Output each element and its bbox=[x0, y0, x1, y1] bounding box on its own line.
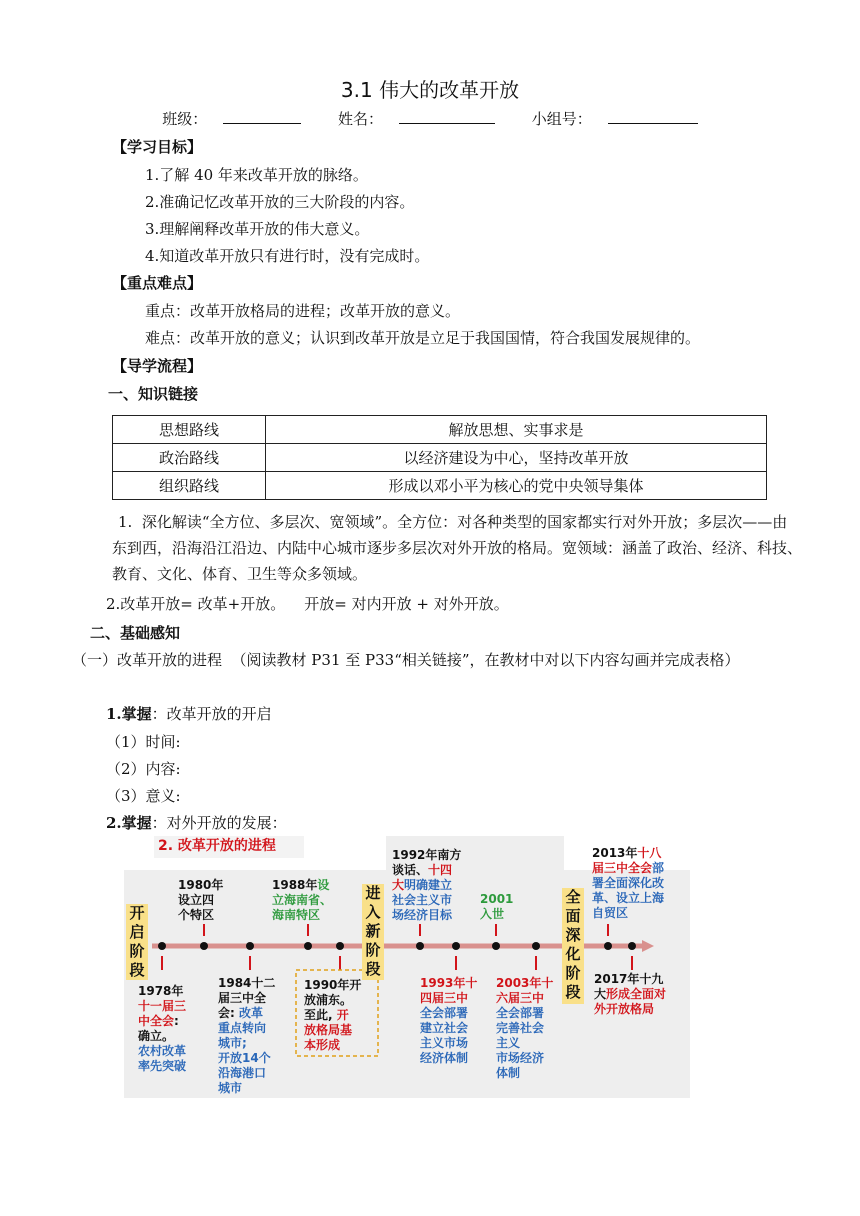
knowledge-table bbox=[112, 415, 767, 500]
question-1-content: （2）内容: bbox=[106, 760, 181, 778]
table-cell: 思想路线 bbox=[113, 416, 266, 444]
question-1-time: （1）时间: bbox=[106, 733, 181, 751]
question-2-text: ：对外开放的发展： bbox=[151, 814, 287, 832]
table-cell: 形成以邓小平为核心的党中央领导集体 bbox=[266, 472, 767, 500]
name-blank[interactable] bbox=[399, 109, 495, 124]
keypoints-heading: 【重点难点】 bbox=[112, 274, 203, 292]
table-row bbox=[113, 444, 767, 472]
group-label: 小组号： bbox=[531, 110, 592, 128]
table-cell: 解放思想、实事求是 bbox=[266, 416, 767, 444]
event-1984: 1984十二 届三中全 会: 改革 重点转向 城市; 开放14个 沿海港口 城市 bbox=[218, 976, 276, 1095]
section-knowledge-link: 一、知识链接 bbox=[108, 385, 199, 403]
event-1993: 1993年十 四届三中 全会部署 建立社会 主义市场 经济体制 bbox=[420, 976, 478, 1065]
group-blank[interactable] bbox=[608, 109, 698, 124]
event-1988: 1988年设 立海南省、 海南特区 bbox=[272, 878, 333, 922]
table-row bbox=[113, 472, 767, 500]
focus-text: 重点：改革开放格局的进程；改革开放的意义。 bbox=[145, 302, 461, 320]
table-row bbox=[113, 416, 767, 444]
student-info-line bbox=[0, 108, 860, 129]
question-1-meaning: （3）意义: bbox=[106, 787, 181, 805]
event-1978: 1978年 十一届三 中全会: 确立。 农村改革 率先突破 bbox=[138, 984, 187, 1073]
page-title: 3.1 伟大的改革开放 bbox=[340, 78, 520, 102]
goal-item-2: 2.准确记忆改革开放的三大阶段的内容。 bbox=[145, 193, 415, 211]
class-blank[interactable] bbox=[223, 109, 301, 124]
question-1-text: ：改革开放的开启 bbox=[151, 705, 272, 723]
stage-start: 开启阶段 bbox=[126, 904, 148, 980]
event-2003: 2003年十 六届三中 全会部署 完善社会 主义 市场经济 体制 bbox=[496, 976, 554, 1080]
question-2 bbox=[106, 812, 287, 833]
question-2-bold: 2.掌握 bbox=[106, 814, 152, 832]
timeline-banner: 2. 改革开放的进程 bbox=[158, 838, 276, 854]
goal-item-4: 4.知道改革开放只有进行时，没有完成时。 bbox=[145, 247, 430, 265]
class-label: 班级： bbox=[162, 110, 208, 128]
event-2001: 2001 入世 bbox=[480, 892, 514, 921]
question-1-bold: 1.掌握 bbox=[106, 705, 152, 723]
note-paragraph-2: 2.改革开放= 改革+开放。 开放= 对内开放 + 对外开放。 bbox=[106, 595, 509, 613]
stage-deepening: 全面深化阶段 bbox=[562, 888, 584, 1004]
note-paragraph-1: 1. 深化解读“全方位、多层次、宽领域”。全方位：对各种类型的国家都实行对外开放；多层次——由东到西，沿海沿江沿边、内陆中心城市逐步多层次对外开放的格局。宽领域：涵盖了政治、经济、科技、教育、文化、体育、卫生等众多领域。 bbox=[112, 513, 803, 583]
event-1980: 1980年 设立四 个特区 bbox=[178, 878, 224, 922]
name-label: 姓名： bbox=[337, 110, 383, 128]
difficulty-text: 难点：改革开放的意义；认识到改革开放是立足于我国国情，符合我国发展规律的。 bbox=[145, 329, 701, 347]
reform-timeline-figure bbox=[124, 836, 690, 1098]
table-cell: 组织路线 bbox=[113, 472, 266, 500]
table-cell: 政治路线 bbox=[113, 444, 266, 472]
flow-heading: 【导学流程】 bbox=[112, 357, 203, 375]
stage-new: 进入新阶段 bbox=[362, 884, 384, 980]
goal-item-1: 1.了解 40 年来改革开放的脉络。 bbox=[145, 166, 368, 184]
goal-item-3: 3.理解阐释改革开放的伟大意义。 bbox=[145, 220, 370, 238]
event-2017: 2017年十九 大形成全面对 外开放格局 bbox=[594, 972, 667, 1016]
event-1992: 1992年南方 谈话、十四 大明确建立 社会主义市 场经济目标 bbox=[392, 848, 462, 922]
table-cell: 以经济建设为中心，坚持改革开放 bbox=[266, 444, 767, 472]
goals-heading: 【学习目标】 bbox=[112, 138, 203, 156]
question-1 bbox=[106, 703, 272, 724]
event-1990: 1990年开 放浦东。 至此, 开 放格局基 本形成 bbox=[304, 978, 362, 1052]
event-2013: 2013年十八 届三中全会部 署全面深化改 革、设立上海 自贸区 bbox=[592, 846, 665, 920]
subsection-reform-process: （一）改革开放的进程 （阅读教材 P31 至 P33“相关链接”，在教材中对以下内容勾画并完成表格） bbox=[72, 651, 740, 669]
section-basic-perception: 二、基础感知 bbox=[90, 624, 181, 642]
